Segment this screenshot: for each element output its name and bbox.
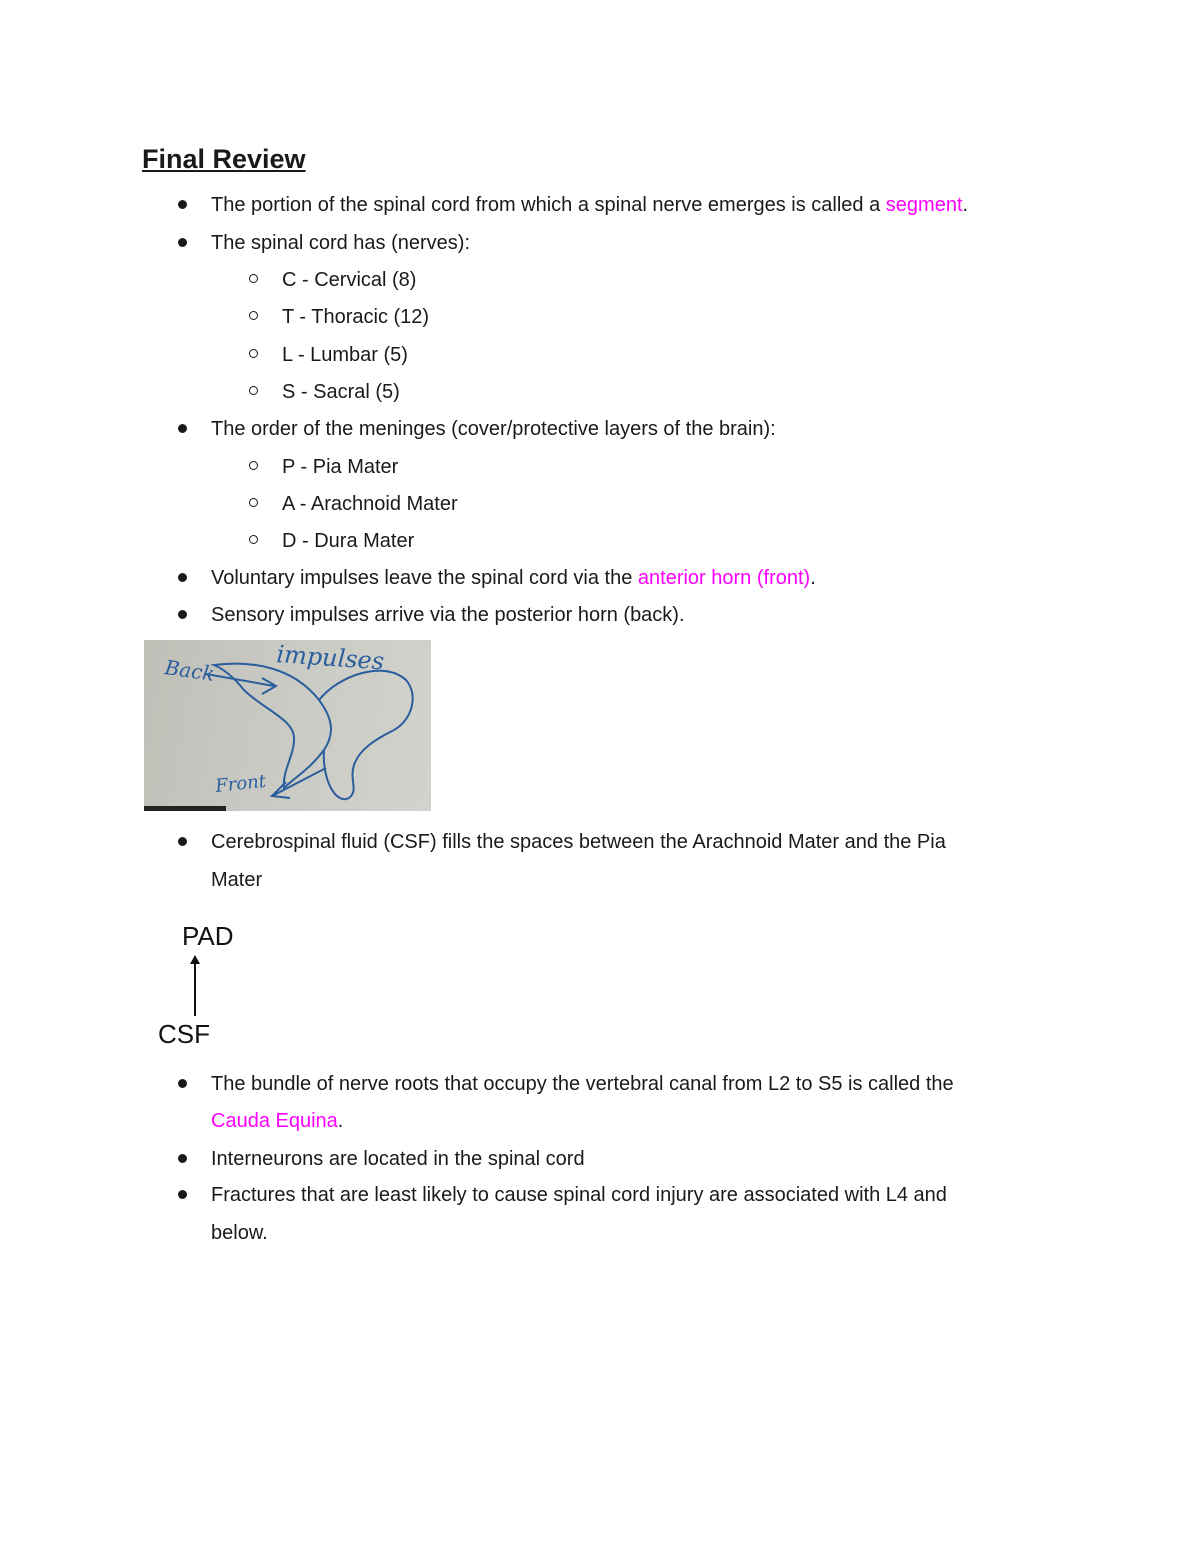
- sub-bullet-ring: [249, 498, 258, 507]
- list-item-sensory: Sensory impulses arrive via the posterior horn (back).: [211, 604, 685, 626]
- csf-label: CSF: [158, 1019, 210, 1049]
- list-item-interneurons: Interneurons are located in the spinal cord: [211, 1148, 585, 1170]
- pad-csf-diagram: [150, 920, 260, 1055]
- sub-bullet-ring: [249, 535, 258, 544]
- up-arrow-icon: [180, 952, 210, 1020]
- bullet-dot: [178, 610, 187, 619]
- list-item-voluntary: [211, 565, 816, 591]
- page-title: Final Review: [142, 144, 306, 174]
- sub-bullet-ring: [249, 349, 258, 358]
- list-item-csf-continued: Mater: [211, 869, 263, 891]
- list-item-csf: Cerebrospinal fluid (CSF) fills the spaces between the Arachnoid Mater and the Pia: [211, 831, 946, 853]
- voluntary-text: Voluntary impulses leave the spinal cord via the: [211, 567, 638, 589]
- sub-item-arachnoid: A - Arachnoid Mater: [282, 493, 458, 515]
- list-item-cauda: The bundle of nerve roots that occupy the vertebral canal from L2 to S5 is called the: [211, 1073, 954, 1095]
- sub-item-sacral: S - Sacral (5): [282, 381, 400, 403]
- cauda-highlight: Cauda Equina: [211, 1110, 338, 1132]
- list-item-fractures: Fractures that are least likely to cause spinal cord injury are associated with L4 and: [211, 1184, 947, 1206]
- sub-bullet-ring: [249, 274, 258, 283]
- list-item-meninges: The order of the meninges (cover/protective layers of the brain):: [211, 418, 776, 440]
- bullet-dot: [178, 238, 187, 247]
- segment-highlight: segment: [885, 194, 963, 216]
- sub-item-cervical: C - Cervical (8): [282, 269, 417, 291]
- sketch-back-label: Back: [163, 655, 217, 686]
- list-item-cauda-continued: [211, 1108, 343, 1134]
- sketch-outline-right: [319, 671, 413, 799]
- bullet-dot: [178, 573, 187, 582]
- segment-text: The portion of the spinal cord from which a spinal nerve emerges is called a: [211, 194, 886, 216]
- bullet-dot: [178, 1190, 187, 1199]
- sketch-front-arrow: [274, 768, 326, 795]
- sub-bullet-ring: [249, 311, 258, 320]
- voluntary-highlight: anterior horn (front): [637, 567, 811, 589]
- cauda-post: .: [337, 1110, 344, 1132]
- pad-label: PAD: [182, 921, 234, 951]
- sketch-edge: [144, 806, 226, 811]
- sub-bullet-ring: [249, 461, 258, 470]
- list-item-segment: [211, 192, 968, 218]
- sub-item-dura: D - Dura Mater: [282, 530, 415, 552]
- sub-item-thoracic: T - Thoracic (12): [282, 306, 430, 328]
- sub-item-lumbar: L - Lumbar (5): [282, 344, 408, 366]
- bullet-dot: [178, 200, 187, 209]
- bullet-dot: [178, 837, 187, 846]
- sketch-top-text: impulses: [275, 640, 386, 676]
- sketch-drawing: [144, 640, 431, 811]
- voluntary-post: .: [810, 567, 816, 589]
- bullet-dot: [178, 1079, 187, 1088]
- bullet-dot: [178, 1154, 187, 1163]
- spinal-cord-sketch-photo: [144, 640, 431, 811]
- sketch-front-label: Front: [214, 770, 268, 797]
- sub-bullet-ring: [249, 386, 258, 395]
- sub-item-pia: P - Pia Mater: [282, 456, 399, 478]
- bullet-dot: [178, 424, 187, 433]
- list-item-spinal-nerves: The spinal cord has (nerves):: [211, 232, 471, 254]
- segment-post: .: [962, 194, 969, 216]
- sketch-outline-left: [214, 664, 331, 788]
- list-item-fractures-continued: below.: [211, 1222, 268, 1244]
